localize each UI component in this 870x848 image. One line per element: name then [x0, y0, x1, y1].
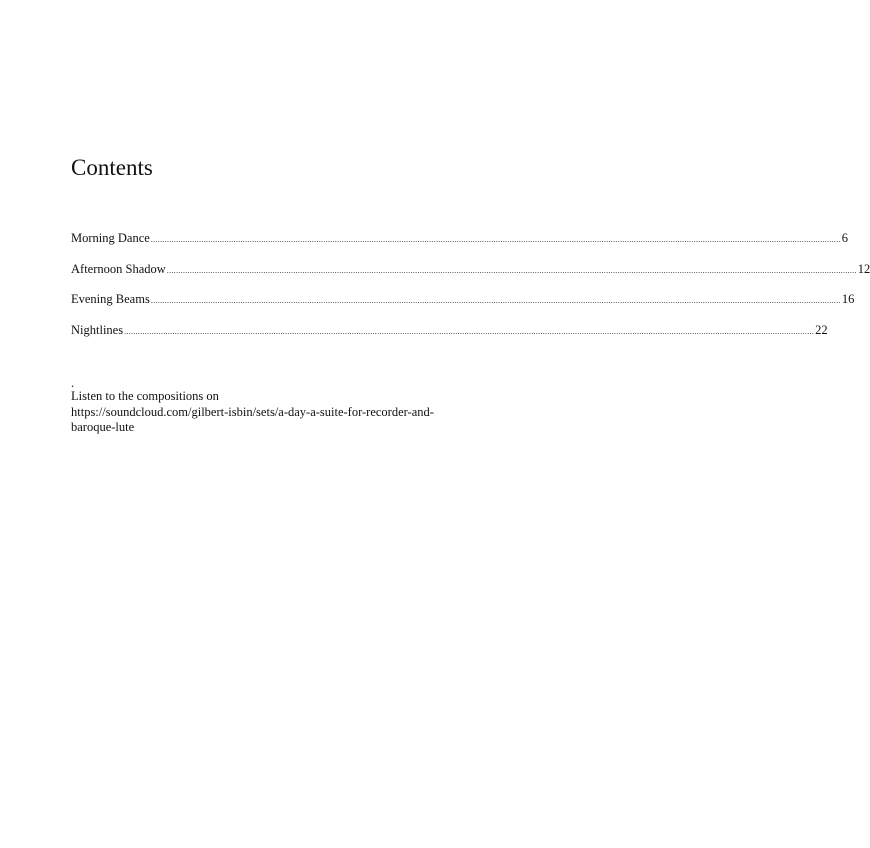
toc-entry-page-number: 12	[857, 261, 870, 276]
toc-entry-page-number: 16	[841, 292, 855, 306]
note-intro-text: Listen to the compositions on	[71, 389, 219, 403]
listen-note	[71, 377, 531, 436]
toc-entry-afternoon-shadow[interactable]	[71, 258, 870, 289]
toc-dot-leader: ............................................................................................................................................................................................................................................................................................................	[166, 265, 857, 275]
toc-entry-label: Morning Dance	[71, 231, 150, 245]
toc-dot-leader: ............................................................................................................................................................................................................................................................................................................	[150, 296, 841, 305]
soundcloud-link-line-2[interactable]: baroque-lute	[71, 420, 135, 434]
toc-entry-page-number: 22	[815, 322, 828, 337]
toc-entry-nightlines[interactable]	[71, 319, 828, 350]
toc-entry-label: Afternoon Shadow	[71, 261, 166, 276]
toc-entry-page-number: 6	[841, 231, 849, 245]
toc-entry-evening-beams[interactable]	[71, 288, 855, 319]
toc-entry-morning-dance[interactable]	[71, 227, 849, 258]
toc-dot-leader: ............................................................................................................................................................................................................................................................................................................	[150, 235, 841, 244]
table-of-contents	[71, 227, 870, 349]
toc-dot-leader: ............................................................................................................................................................................................................................................................................................................	[124, 326, 815, 336]
page-title: Contents	[71, 155, 153, 180]
soundcloud-link-line-1[interactable]: https://soundcloud.com/gilbert-isbin/sets/a-day-a-suite-for-recorder-and-	[71, 404, 434, 419]
toc-entry-label: Evening Beams	[71, 292, 150, 306]
note-dot: .	[71, 376, 75, 390]
toc-entry-label: Nightlines	[71, 322, 124, 337]
